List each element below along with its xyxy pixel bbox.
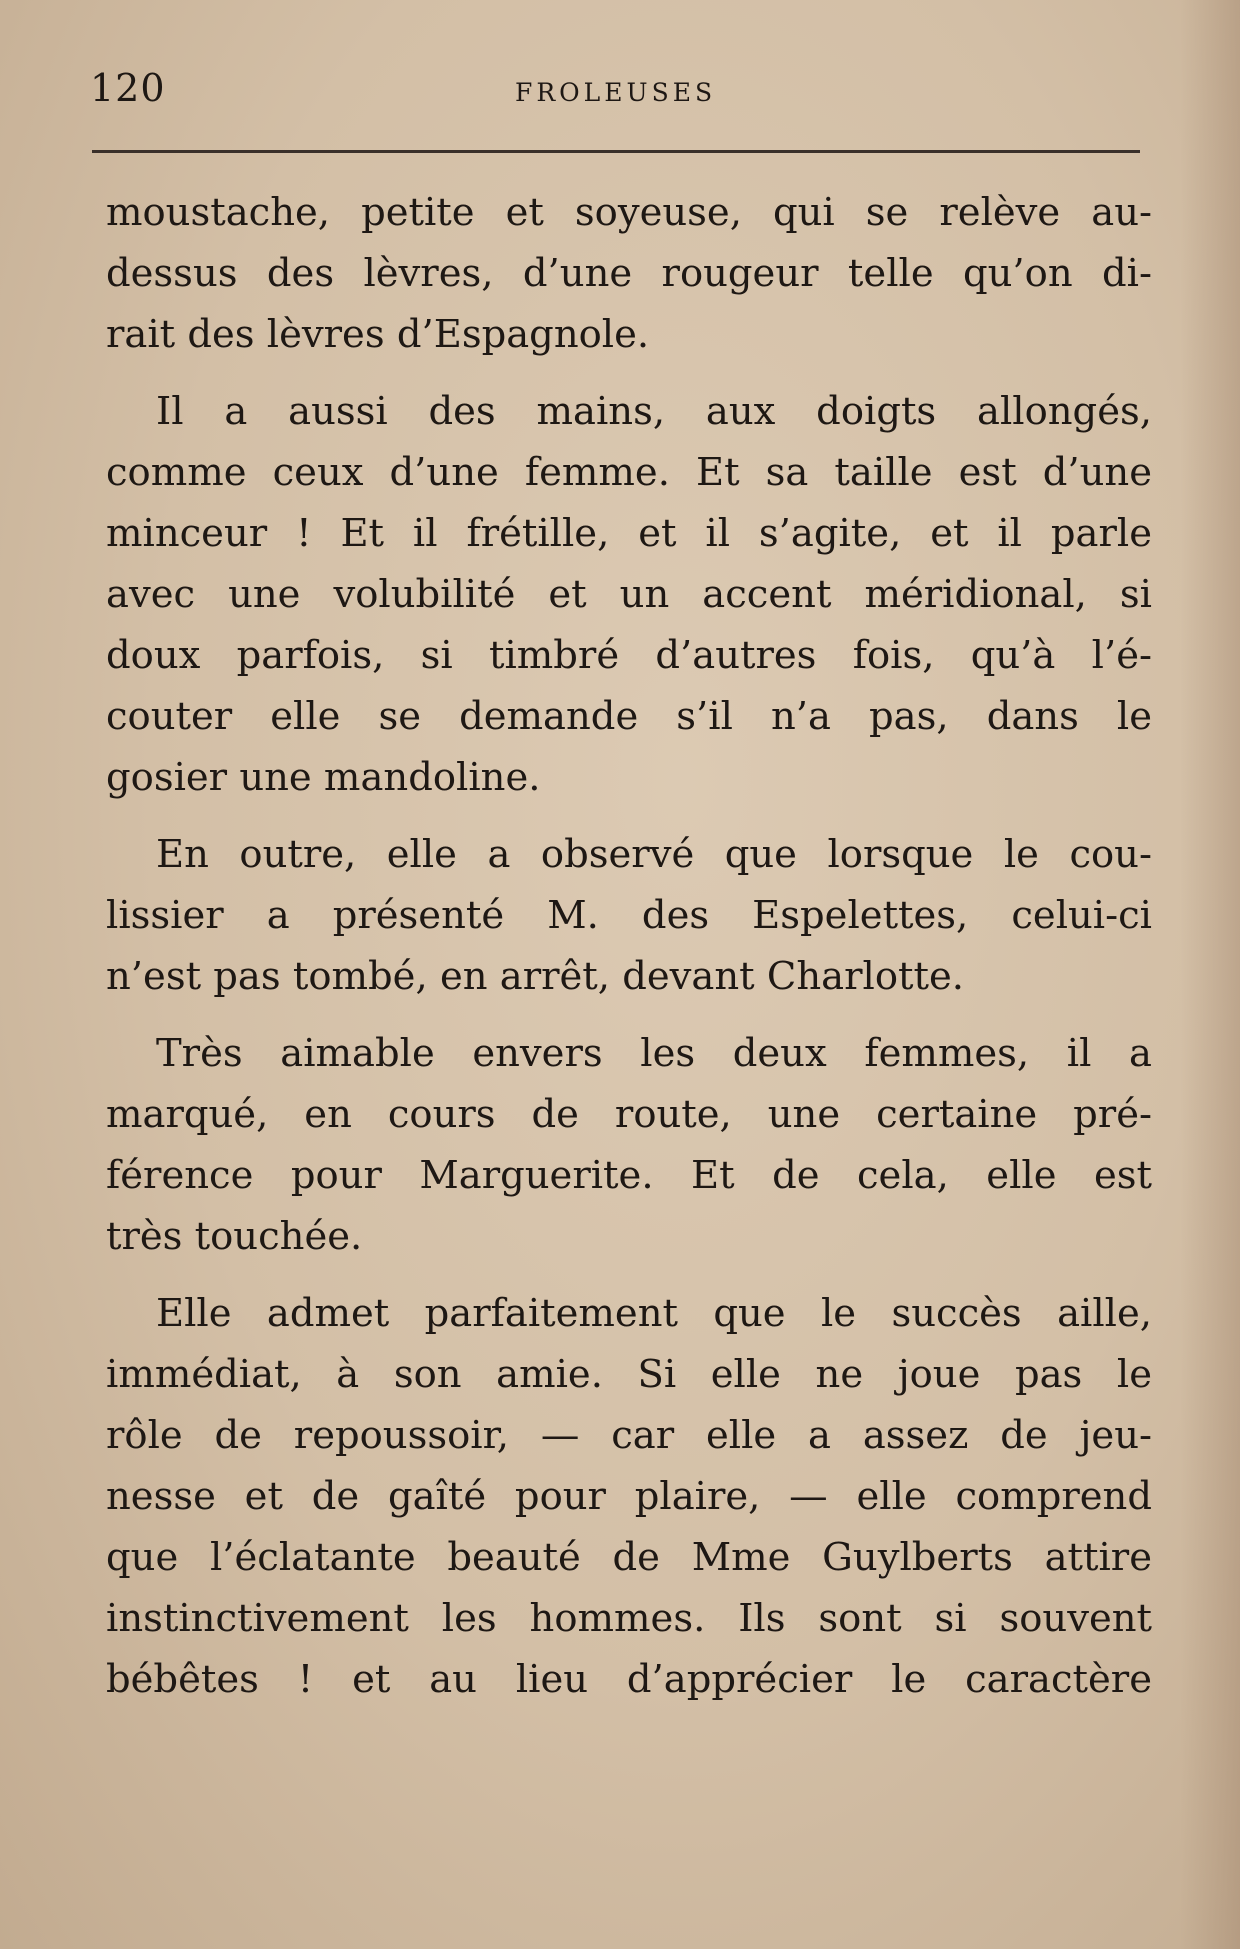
header-rule [92, 150, 1140, 153]
text-line: immédiat, à son amie. Si elle ne joue pas le [106, 1352, 1152, 1397]
running-head: FROLEUSES [515, 78, 717, 107]
text-line: Très aimable envers les deux femmes, il a [156, 1031, 1152, 1076]
text-line: dessus des lèvres, d’une rougeur telle qu’on di- [106, 251, 1152, 296]
paragraph [106, 1283, 1152, 1710]
paragraph [106, 182, 1152, 365]
text-line: instinctivement les hommes. Ils sont si souvent [106, 1596, 1152, 1641]
paragraph [106, 381, 1152, 808]
text-line: lissier a présenté M. des Espelettes, celui-ci [106, 893, 1152, 938]
text-line: marqué, en cours de route, une certaine pré- [106, 1092, 1152, 1137]
body-text [106, 182, 1152, 1710]
text-line: très touchée. [106, 1214, 363, 1259]
text-line: moustache, petite et soyeuse, qui se relève au- [106, 190, 1152, 235]
text-line: avec une volubilité et un accent méridional, si [106, 572, 1152, 617]
text-line: gosier une mandoline. [106, 755, 541, 800]
text-line: Il a aussi des mains, aux doigts allongés, [156, 389, 1152, 434]
text-line: doux parfois, si timbré d’autres fois, qu’à l’é- [106, 633, 1152, 678]
text-line: Elle admet parfaitement que le succès aille, [156, 1291, 1152, 1336]
text-line: couter elle se demande s’il n’a pas, dans le [106, 694, 1152, 739]
page-number: 120 [90, 66, 166, 110]
text-line: nesse et de gaîté pour plaire, — elle comprend [106, 1474, 1152, 1519]
text-line: minceur ! Et il frétille, et il s’agite, et il parle [106, 511, 1152, 556]
text-line: férence pour Marguerite. Et de cela, elle est [106, 1153, 1152, 1198]
text-line: n’est pas tombé, en arrêt, devant Charlotte. [106, 954, 964, 999]
text-line: que l’éclatante beauté de Mme Guylberts attire [106, 1535, 1152, 1580]
text-line: En outre, elle a observé que lorsque le cou- [156, 832, 1152, 877]
text-line: rait des lèvres d’Espagnole. [106, 312, 650, 357]
paragraph [106, 1023, 1152, 1267]
text-line: comme ceux d’une femme. Et sa taille est d’une [106, 450, 1152, 495]
paragraph [106, 824, 1152, 1007]
text-line: bébêtes ! et au lieu d’apprécier le caractère [106, 1657, 1152, 1702]
text-line: rôle de repoussoir, — car elle a assez de jeu- [106, 1413, 1152, 1458]
